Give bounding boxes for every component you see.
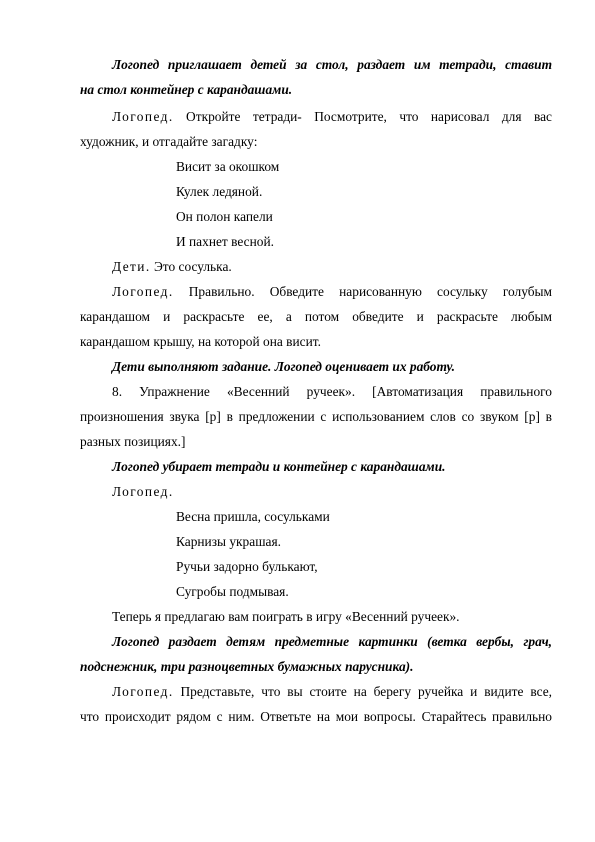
stage-direction-line: на стол контейнер с карандашами. [80,82,293,97]
exercise-line: 8. Упражнение «Весенний ручеек». [Автоматизация правильного [112,384,552,399]
speaker-label: Логопед. [112,684,174,699]
stage-direction-line: Логопед раздает детям предметные картинки (ветка вербы, грач, [112,634,552,649]
speaker-label: Дети. [112,259,151,274]
verse-line: Кулек ледяной. [176,184,263,199]
speaker-label: Логопед. [112,284,174,299]
dialogue-line: что происходит рядом с ним. Ответьте на мои вопросы. Старайтесь правильно [80,709,552,724]
speaker-label: Логопед. [112,109,174,124]
verse-line: Сугробы подмывая. [176,584,289,599]
stage-direction-line: Логопед приглашает детей за стол, раздает им тетради, ставит [112,57,552,72]
exercise-line: разных позициях.] [80,434,186,449]
verse-line: Весна пришла, сосульками [176,509,330,524]
speaker-label: Логопед. [112,484,174,499]
stage-direction-line: подснежник, три разноцветных бумажных парусника). [80,659,414,674]
dialogue-line: художник, и отгадайте загадку: [80,134,258,149]
document-body [80,52,552,729]
dialogue-line: карандашом крышу, на которой она висит. [80,334,321,349]
dialogue-text: Представьте, что вы стоите на берегу ручейка и видите все, [173,684,552,699]
dialogue-line [80,104,552,129]
dialogue-line [80,254,552,279]
dialogue-line [80,479,552,504]
spring-verse [80,504,552,604]
dialogue-text: Откройте тетради- Посмотрите, что нарисовал для вас [173,109,552,124]
riddle-verse [80,154,552,254]
stage-direction-line: Дети выполняют задание. Логопед оценивает их работу. [112,359,455,374]
verse-line: Он полон капели [176,209,273,224]
exercise-line: произношения звука [р] в предложении с использованием слов со звуком [р] в [80,409,552,424]
dialogue-line: карандашом и раскрасьте ее, а потом обведите и раскрасьте любым [80,309,552,324]
dialogue-line [80,679,552,704]
verse-line: Висит за окошком [176,159,280,174]
dialogue-text: Правильно. Обведите нарисованную сосульку голубым [173,284,552,299]
dialogue-text: Это сосулька. [150,259,232,274]
verse-line: И пахнет весной. [176,234,274,249]
verse-line: Карнизы украшая. [176,534,281,549]
dialogue-line [80,279,552,304]
stage-direction-line: Логопед убирает тетради и контейнер с карандашами. [112,459,446,474]
dialogue-line: Теперь я предлагаю вам поиграть в игру «Весенний ручеек». [112,609,460,624]
verse-line: Ручьи задорно булькают, [176,559,318,574]
